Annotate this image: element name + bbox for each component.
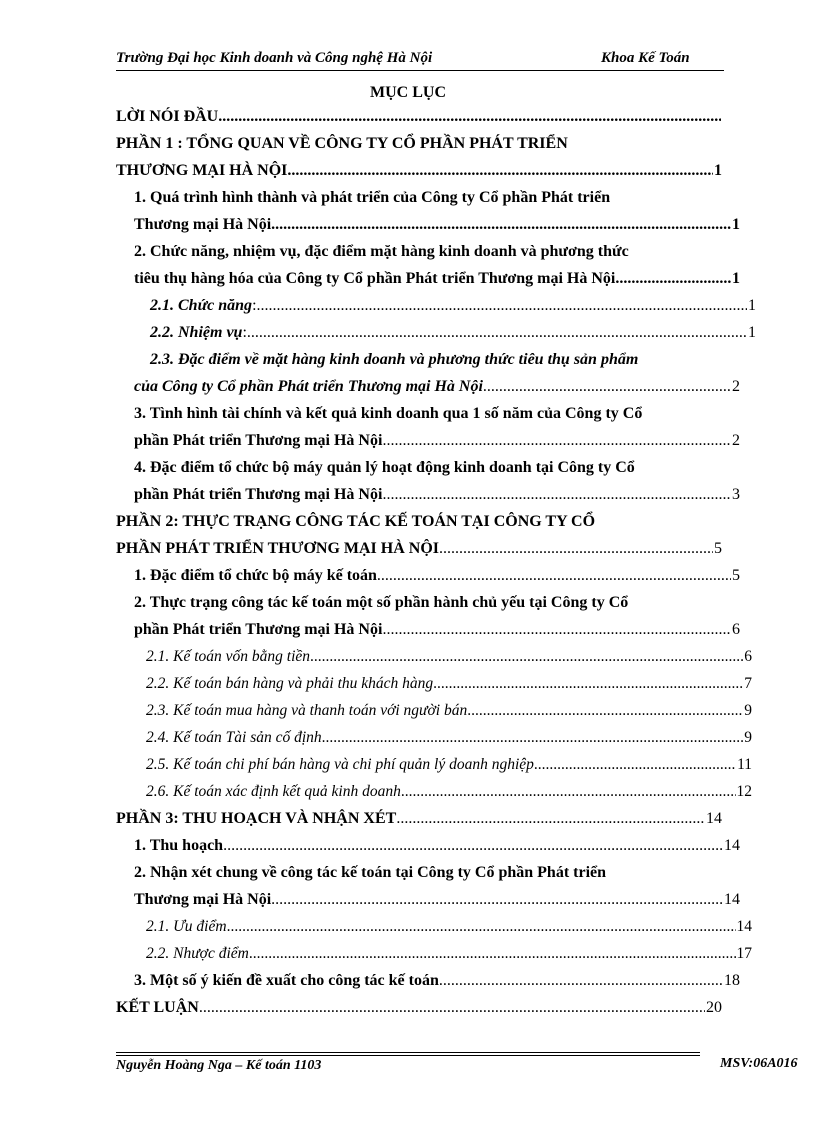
toc-entry-p1s2-1[interactable]: 2.1. Chức năng : ..... 1: [116, 292, 756, 319]
toc-entry-part2-line2[interactable]: PHẦN PHÁT TRIỂN THƯƠNG MẠI HÀ NỘI ..... 5: [116, 535, 722, 562]
toc-entry-p1s1-line1[interactable]: 1. Quá trình hình thành và phát triển của Công ty Cổ phần Phát triển: [134, 189, 611, 206]
toc-entry-p2s1[interactable]: 1. Đặc điểm tổ chức bộ máy kế toán ..... 5: [116, 562, 740, 589]
toc-entry-part3[interactable]: PHẦN 3: THU HOẠCH VÀ NHẬN XÉT ..... 14: [116, 805, 722, 832]
toc-entry-p1s3-line1[interactable]: 3. Tình hình tài chính và kết quả kinh doanh qua 1 số năm của Công ty Cổ: [134, 405, 643, 422]
page-number: 1: [714, 162, 722, 179]
table-of-contents: [116, 103, 756, 1021]
toc-entry-p1s2-line1[interactable]: 2. Chức năng, nhiệm vụ, đặc điểm mặt hàng kinh doanh và phương thức: [134, 243, 629, 260]
toc-entry-p3s2-2[interactable]: 2.2. Nhược điểm ..... 17: [116, 940, 752, 967]
toc-entry-p3s3[interactable]: 3. Một số ý kiến đề xuất cho công tác kế toán ..... 18: [116, 967, 740, 994]
page-number: 20: [706, 999, 722, 1016]
page-number: 6: [744, 648, 752, 665]
page-number: 14: [736, 918, 752, 935]
page-number: 6: [732, 621, 740, 638]
page-number: 9: [744, 729, 752, 746]
page-number: 2: [732, 432, 740, 449]
footer-divider: [116, 1055, 700, 1056]
page-number: 7: [744, 675, 752, 692]
page-number: 5: [732, 567, 740, 584]
toc-entry-p3s2-line1[interactable]: 2. Nhận xét chung về công tác kế toán tại Công ty Cổ phần Phát triển: [134, 864, 607, 881]
page-number: 1: [732, 270, 740, 287]
toc-entry-intro[interactable]: LỜI NÓI ĐẦU .....: [116, 103, 722, 130]
toc-entry-p1s4-line2[interactable]: phần Phát triển Thương mại Hà Nội ..... 3: [116, 481, 740, 508]
page-number: 12: [736, 783, 752, 800]
toc-entry-p2s2-5[interactable]: 2.5. Kế toán chi phí bán hàng và chi phí quản lý doanh nghiệp ..... 11: [116, 751, 752, 778]
student-id: MSV:06A016: [720, 1056, 798, 1071]
toc-entry-p2s2-line1[interactable]: 2. Thực trạng công tác kế toán một số phần hành chủ yếu tại Công ty Cổ: [134, 594, 629, 611]
toc-entry-p1s2-3-line2[interactable]: của Công ty Cổ phần Phát triển Thương mại Hà Nội ..... 2: [116, 373, 740, 400]
page-number: 5: [714, 540, 722, 557]
toc-entry-p3s2-line2[interactable]: Thương mại Hà Nội ..... 14: [116, 886, 740, 913]
toc-entry-p1s2-line2[interactable]: tiêu thụ hàng hóa của Công ty Cổ phần Phát triển Thương mại Hà Nội ..... 1: [116, 265, 740, 292]
page-number: 2: [732, 378, 740, 395]
toc-entry-part1-line1[interactable]: PHẦN 1 : TỔNG QUAN VỀ CÔNG TY CỔ PHẦN PHÁT TRIỂN: [116, 135, 568, 152]
toc-entry-p2s2-2[interactable]: 2.2. Kế toán bán hàng và phải thu khách hàng ..... 7: [116, 670, 752, 697]
toc-entry-p1s2-3-line1[interactable]: 2.3. Đặc điểm về mặt hàng kinh doanh và phương thức tiêu thụ sản phẩm: [150, 351, 639, 368]
page-number: 17: [736, 945, 752, 962]
page-number: 18: [724, 972, 740, 989]
toc-entry-p2s2-line2[interactable]: phần Phát triển Thương mại Hà Nội ..... 6: [116, 616, 740, 643]
toc-entry-p2s2-1[interactable]: 2.1. Kế toán vốn bằng tiền ..... 6: [116, 643, 752, 670]
page-number: 11: [737, 756, 752, 773]
page-number: 14: [706, 810, 722, 827]
page-number: 14: [724, 837, 740, 854]
toc-entry-p2s2-3[interactable]: 2.3. Kế toán mua hàng và thanh toán với người bán ..... 9: [116, 697, 752, 724]
school-name: Trường Đại học Kinh doanh và Công nghệ Hà Nội: [116, 50, 433, 66]
toc-entry-p1s2-2[interactable]: 2.2. Nhiệm vụ : ..... 1: [116, 319, 756, 346]
author-name: Nguyễn Hoàng Nga – Kế toán 1103: [116, 1058, 322, 1073]
toc-entry-p3s2-1[interactable]: 2.1. Ưu điểm ..... 14: [116, 913, 752, 940]
page-number: 14: [724, 891, 740, 908]
toc-entry-conclusion[interactable]: KẾT LUẬN ..... 20: [116, 994, 722, 1021]
toc-entry-p1s4-line1[interactable]: 4. Đặc điểm tổ chức bộ máy quản lý hoạt động kinh doanh tại Công ty Cổ: [134, 459, 635, 476]
toc-entry-p3s1[interactable]: 1. Thu hoạch ..... 14: [116, 832, 740, 859]
toc-entry-p1s3-line2[interactable]: phần Phát triển Thương mại Hà Nội ..... 2: [116, 427, 740, 454]
page-header: [116, 46, 724, 71]
page-title: MỤC LỤC: [370, 84, 446, 101]
page-number: 9: [744, 702, 752, 719]
page-number: 1: [748, 297, 756, 314]
footer-divider: [116, 1052, 700, 1053]
department-name: Khoa Kế Toán: [601, 50, 690, 66]
toc-entry-p2s2-6[interactable]: 2.6. Kế toán xác định kết quả kinh doanh ..... 12: [116, 778, 752, 805]
page-number: 1: [748, 324, 756, 341]
toc-entry-p1s1-line2[interactable]: Thương mại Hà Nội ..... 1: [116, 211, 740, 238]
page-number: 3: [732, 486, 740, 503]
toc-entry-part2-line1[interactable]: PHẦN 2: THỰC TRẠNG CÔNG TÁC KẾ TOÁN TẠI CÔNG TY CỔ: [116, 513, 596, 530]
toc-entry-p2s2-4[interactable]: 2.4. Kế toán Tài sản cố định ..... 9: [116, 724, 752, 751]
page-number: 1: [732, 216, 740, 233]
toc-entry-part1-line2[interactable]: THƯƠNG MẠI HÀ NỘI ..... 1: [116, 157, 722, 184]
